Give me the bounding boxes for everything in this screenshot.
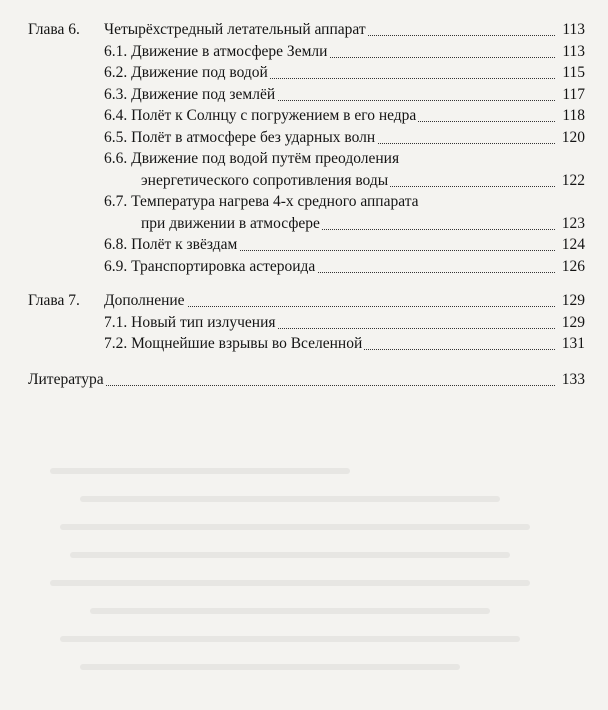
page-number: 129: [561, 292, 585, 309]
section-entry: [0, 63, 585, 83]
entry-title: при движении в атмосфере: [141, 214, 320, 232]
section-entry: [0, 257, 585, 277]
section-entry: [0, 334, 585, 354]
page-number: 133: [561, 370, 585, 388]
entry-title: 6.8. Полёт к звёздам: [104, 236, 238, 253]
section-entry: [0, 313, 585, 333]
section-entry: [0, 235, 585, 255]
section-entry: [0, 171, 585, 191]
entry-title: 7.2. Мощнейшие взрывы во Вселенной: [104, 335, 363, 352]
chapter-label: Глава 7.: [28, 292, 80, 309]
chapter-label: Глава 6.: [28, 21, 80, 38]
entry-title-line: 6.7. Температура нагрева 4-х средного аппарата: [104, 193, 419, 210]
page-number: 115: [562, 64, 585, 81]
page-number: 120: [561, 128, 585, 146]
chapter-entry: [0, 291, 585, 311]
entry-title: 6.9. Транспортировка астероида: [104, 257, 316, 275]
entry-title: 6.5. Полёт в атмосфере без ударных волн: [104, 128, 376, 146]
entry-title: 6.3. Движение под землёй: [104, 85, 276, 103]
chapter-entry: [0, 20, 585, 40]
entry-title: 6.4. Полёт к Солнцу с погружением в его недра: [104, 107, 417, 124]
page-number: 118: [562, 107, 585, 124]
page-number: 113: [562, 42, 585, 60]
literature-entry: [0, 370, 585, 390]
section-entry: [0, 128, 585, 148]
bleed-through-texture: [40, 460, 580, 700]
dot-leader: [32, 385, 555, 386]
entry-title: Литература: [28, 370, 104, 388]
page-number: 129: [561, 313, 585, 331]
section-entry: [0, 42, 585, 62]
page-number: 113: [562, 21, 585, 38]
entry-title: 7.1. Новый тип излучения: [104, 313, 276, 331]
page-number: 126: [561, 257, 585, 275]
entry-title: Четырёхстредный летательный аппарат: [104, 21, 366, 38]
page-number: 122: [561, 171, 585, 189]
entry-title: 6.2. Движение под водой: [104, 64, 268, 81]
section-entry: [0, 85, 585, 105]
entry-title: Дополнение: [104, 292, 185, 309]
entry-title: энергетического сопротивления воды: [141, 171, 389, 189]
entry-title: 6.1. Движение в атмосфере Земли: [104, 42, 328, 60]
page-number: 124: [561, 236, 585, 253]
page-number: 117: [562, 85, 585, 103]
section-entry: [0, 214, 585, 234]
page-number: 131: [561, 335, 585, 352]
section-entry: [0, 106, 585, 126]
page-number: 123: [561, 214, 585, 232]
entry-title-line: 6.6. Движение под водой путём преодоления: [104, 150, 400, 167]
